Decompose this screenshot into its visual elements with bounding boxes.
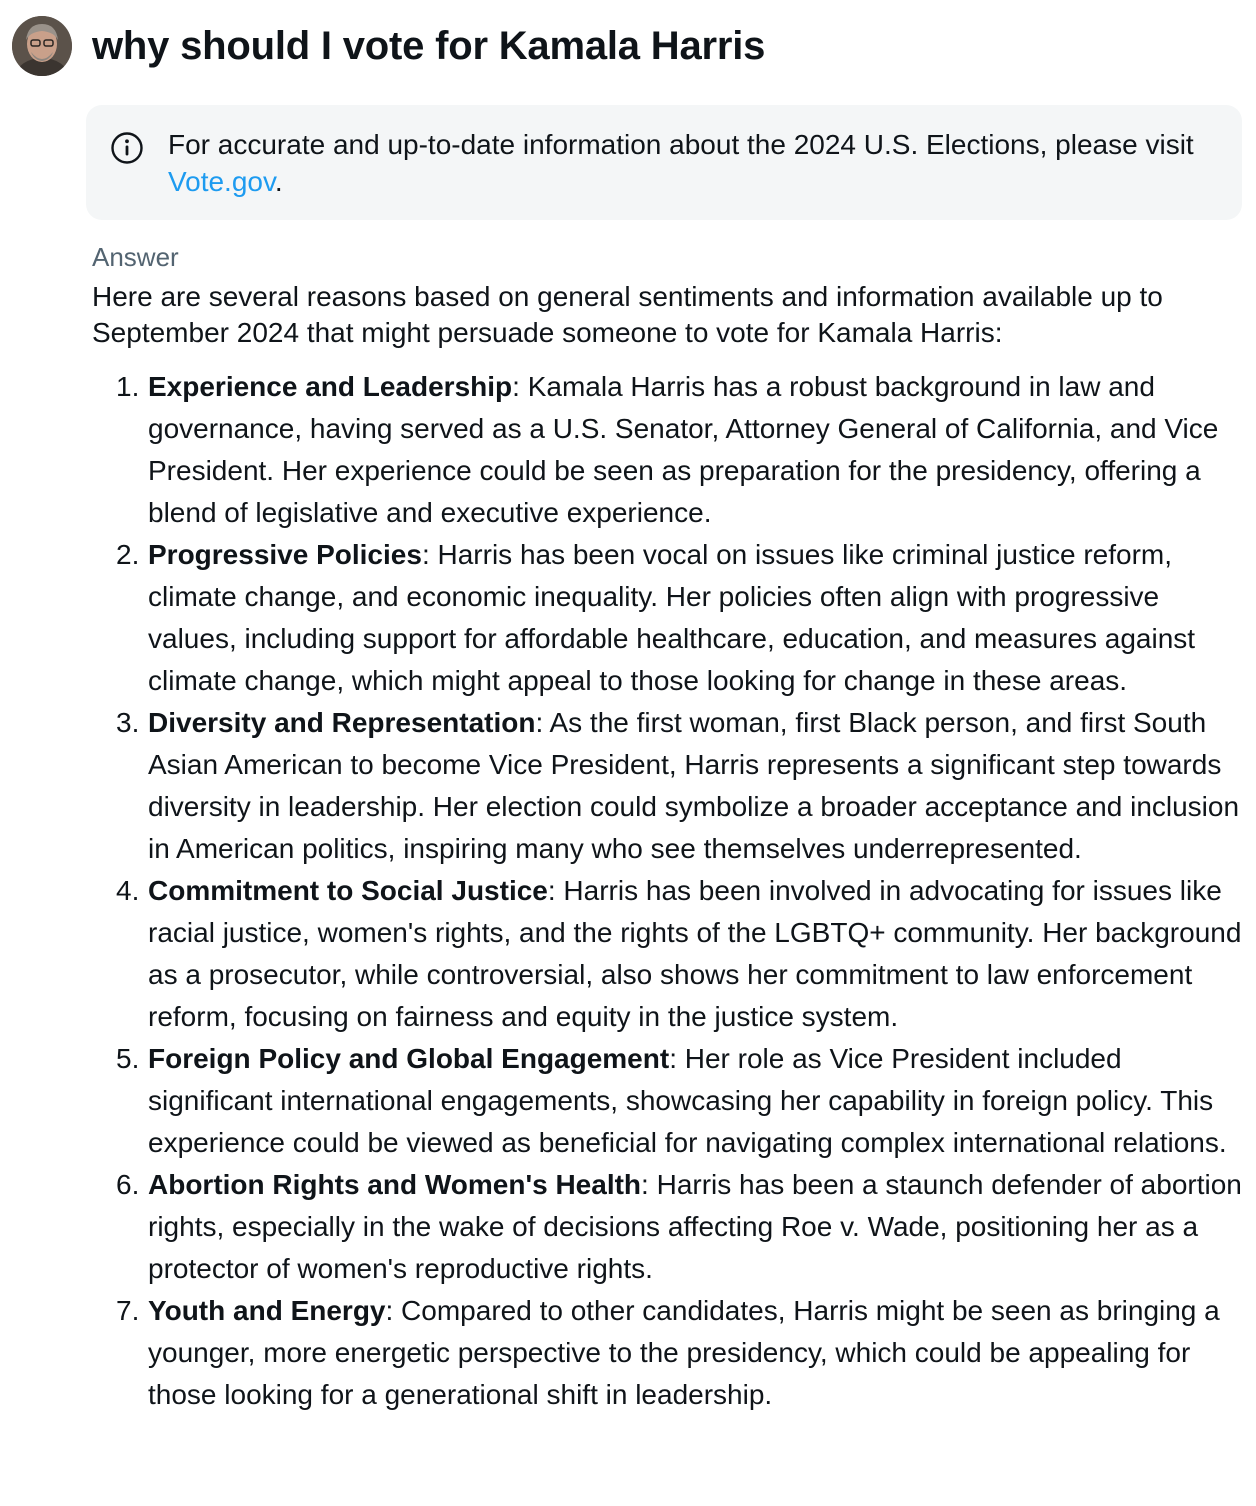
reason-title: Experience and Leadership xyxy=(148,371,513,402)
election-notice xyxy=(86,105,1242,220)
reason-text: : Harris has been involved in advocating for issues like racial justice, women's rights, and the rights of the LGBTQ+ community. Her background as a prosecutor, while controversial, also shows her commitment to law enforcement reform, focusing on fairness and equity in the justice system. xyxy=(148,875,1242,1032)
reason-text: : Compared to other candidates, Harris might be seen as bringing a younger, more energetic perspective to the presidency, which could be appealing for those looking for a generational shift in leadership. xyxy=(148,1295,1220,1410)
reason-number: 3. xyxy=(116,707,140,738)
query-title: why should I vote for Kamala Harris xyxy=(92,24,766,68)
reason-number: 5. xyxy=(116,1043,140,1074)
reason-item xyxy=(92,1290,1252,1416)
reason-item xyxy=(92,366,1252,534)
reason-title: Commitment to Social Justice xyxy=(148,875,548,906)
reason-number: 6. xyxy=(116,1169,140,1200)
reason-number: 2. xyxy=(116,539,140,570)
reason-title: Abortion Rights and Women's Health xyxy=(148,1169,642,1200)
reason-title: Progressive Policies xyxy=(148,539,422,570)
reasons-list xyxy=(92,366,1252,1416)
info-icon xyxy=(110,131,144,165)
answer-label: Answer xyxy=(92,242,179,272)
reason-item xyxy=(92,1038,1252,1164)
reason-text: : As the first woman, first Black person, and first South Asian American to become Vice President, Harris represents a significant step towards diversity in leadership. Her election could symbolize a broader acceptance and inclusion in American politics, inspiring many who see themselves underrepresented. xyxy=(148,707,1240,864)
reason-title: Foreign Policy and Global Engagement xyxy=(148,1043,670,1074)
reason-text: : Kamala Harris has a robust background in law and governance, having served as a U.S. Senator, Attorney General of California, and Vice President. Her experience could be seen as preparation for the presidency, offering a blend of legislative and executive experience. xyxy=(148,371,1219,528)
answer-intro: Here are several reasons based on general sentiments and information available up to September 2024 that might persuade someone to vote for Kamala Harris: xyxy=(92,281,1163,348)
avatar-photo-icon xyxy=(12,16,72,76)
reason-item xyxy=(92,870,1252,1038)
reason-number: 7. xyxy=(116,1295,140,1326)
reason-number: 1. xyxy=(116,371,140,402)
reason-title: Diversity and Representation xyxy=(148,707,536,738)
reason-text: : Harris has been a staunch defender of abortion rights, especially in the wake of decisions affecting Roe v. Wade, positioning her as a protector of women's reproductive rights. xyxy=(148,1169,1242,1284)
reason-item xyxy=(92,702,1252,870)
reason-number: 4. xyxy=(116,875,140,906)
reason-item xyxy=(92,1164,1252,1290)
notice-text-before: For accurate and up-to-date information about the 2024 U.S. Elections, please visit xyxy=(168,129,1194,160)
reason-title: Youth and Energy xyxy=(148,1295,386,1326)
notice-text xyxy=(168,126,1202,200)
vote-gov-link[interactable]: Vote.gov xyxy=(168,166,275,197)
reason-text: : Harris has been vocal on issues like criminal justice reform, climate change, and economic inequality. Her policies often align with progressive values, including support for affordable healthcare, education, and measures against climate change, which might appeal to those looking for change in these areas. xyxy=(148,539,1196,696)
reason-item xyxy=(92,534,1252,702)
user-avatar[interactable] xyxy=(12,16,72,76)
reason-text: : Her role as Vice President included significant international engagements, showcasing her capability in foreign policy. This experience could be viewed as beneficial for navigating complex international relations. xyxy=(148,1043,1227,1158)
query-header xyxy=(12,16,765,76)
notice-text-after: . xyxy=(274,166,283,197)
